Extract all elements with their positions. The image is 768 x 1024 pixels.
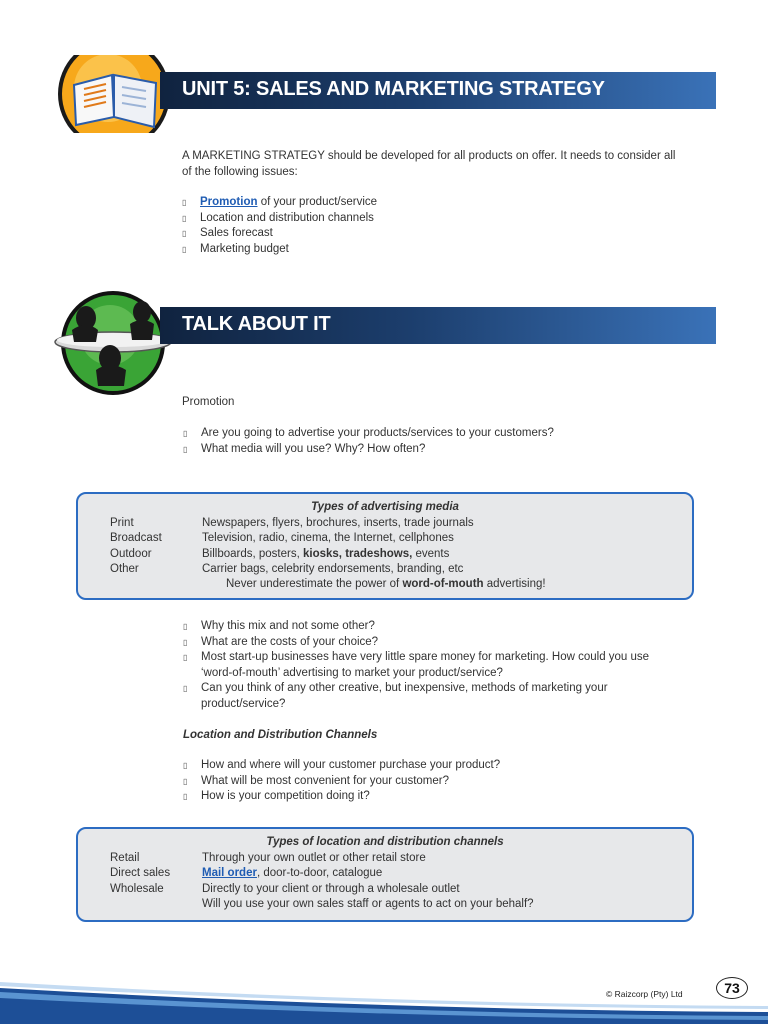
media-label: Outdoor <box>110 548 152 560</box>
list-item-continuation: ‘word-of-mouth’ advertising to market your product/service? <box>201 666 503 679</box>
list-item: ▯ Can you think of any other creative, but inexpensive, methods of marketing your <box>183 681 703 697</box>
box-title: Types of location and distribution channels <box>266 836 504 848</box>
list-item: ▯ Sales forecast <box>182 226 682 242</box>
book-icon <box>56 55 172 133</box>
list-item: ▯ Marketing budget <box>182 242 682 258</box>
channel-text: Mail order, door-to-door, catalogue <box>202 867 383 879</box>
channel-text: Directly to your client or through a wholesale outlet <box>202 883 460 895</box>
mail-order-link[interactable]: Mail order <box>202 867 257 879</box>
intro-paragraph <box>182 149 702 180</box>
page-footer <box>0 980 768 1024</box>
people-talking-icon <box>52 290 174 396</box>
mix-questions <box>183 619 703 712</box>
media-text: Newspapers, flyers, brochures, inserts, trade journals <box>202 517 474 529</box>
media-note: Never underestimate the power of word-of-mouth advertising! <box>226 578 546 590</box>
list-item-continuation: product/service? <box>201 697 286 710</box>
issues-list <box>182 195 682 257</box>
intro-line: of the following issues: <box>182 165 298 178</box>
channel-label: Retail <box>110 852 140 864</box>
promotion-questions <box>183 426 703 457</box>
media-label: Broadcast <box>110 532 162 544</box>
copyright: © Raizcorp (Pty) Ltd <box>606 989 683 999</box>
channel-label: Wholesale <box>110 883 164 895</box>
list-item: ▯ What will be most convenient for your customer? <box>183 774 703 790</box>
list-item: ▯ What media will you use? Why? How often? <box>183 442 703 458</box>
list-item: ▯ How is your competition doing it? <box>183 789 703 805</box>
distribution-questions <box>183 758 703 805</box>
list-item: ▯ Most start-up businesses have very little spare money for marketing. How could you use <box>183 650 703 666</box>
media-text: Television, radio, cinema, the Internet, cellphones <box>202 532 454 544</box>
distribution-heading: Location and Distribution Channels <box>183 729 378 741</box>
channel-label: Direct sales <box>110 867 171 879</box>
channel-text: Through your own outlet or other retail store <box>202 852 426 864</box>
media-label: Print <box>110 517 134 529</box>
box-title: Types of advertising media <box>311 501 459 513</box>
page-number: 73 <box>716 977 748 999</box>
media-text: Carrier bags, celebrity endorsements, branding, etc <box>202 563 464 575</box>
advertising-media-box <box>76 492 694 600</box>
promotion-link[interactable]: Promotion <box>200 196 258 208</box>
talk-title: TALK ABOUT IT <box>182 313 331 335</box>
list-item: ▯ Why this mix and not some other? <box>183 619 703 635</box>
list-item: ▯ Location and distribution channels <box>182 211 682 227</box>
media-text: Billboards, posters, kiosks, tradeshows, events <box>202 548 450 560</box>
list-item: ▯ Promotion of your product/service <box>182 195 682 211</box>
unit-title-banner <box>160 72 716 109</box>
unit-title: UNIT 5: SALES AND MARKETING STRATEGY <box>182 78 605 100</box>
list-item: ▯ What are the costs of your choice? <box>183 635 703 651</box>
talk-title-banner <box>160 307 716 344</box>
list-item: ▯ Are you going to advertise your products/services to your customers? <box>183 426 703 442</box>
media-label: Other <box>110 563 139 575</box>
list-item: ▯ How and where will your customer purchase your product? <box>183 758 703 774</box>
promotion-heading: Promotion <box>182 396 235 408</box>
intro-line: A MARKETING STRATEGY should be developed for all products on offer. It needs to consider all <box>182 150 676 162</box>
channel-text: Will you use your own sales staff or agents to act on your behalf? <box>202 898 534 910</box>
distribution-channels-box <box>76 827 694 922</box>
